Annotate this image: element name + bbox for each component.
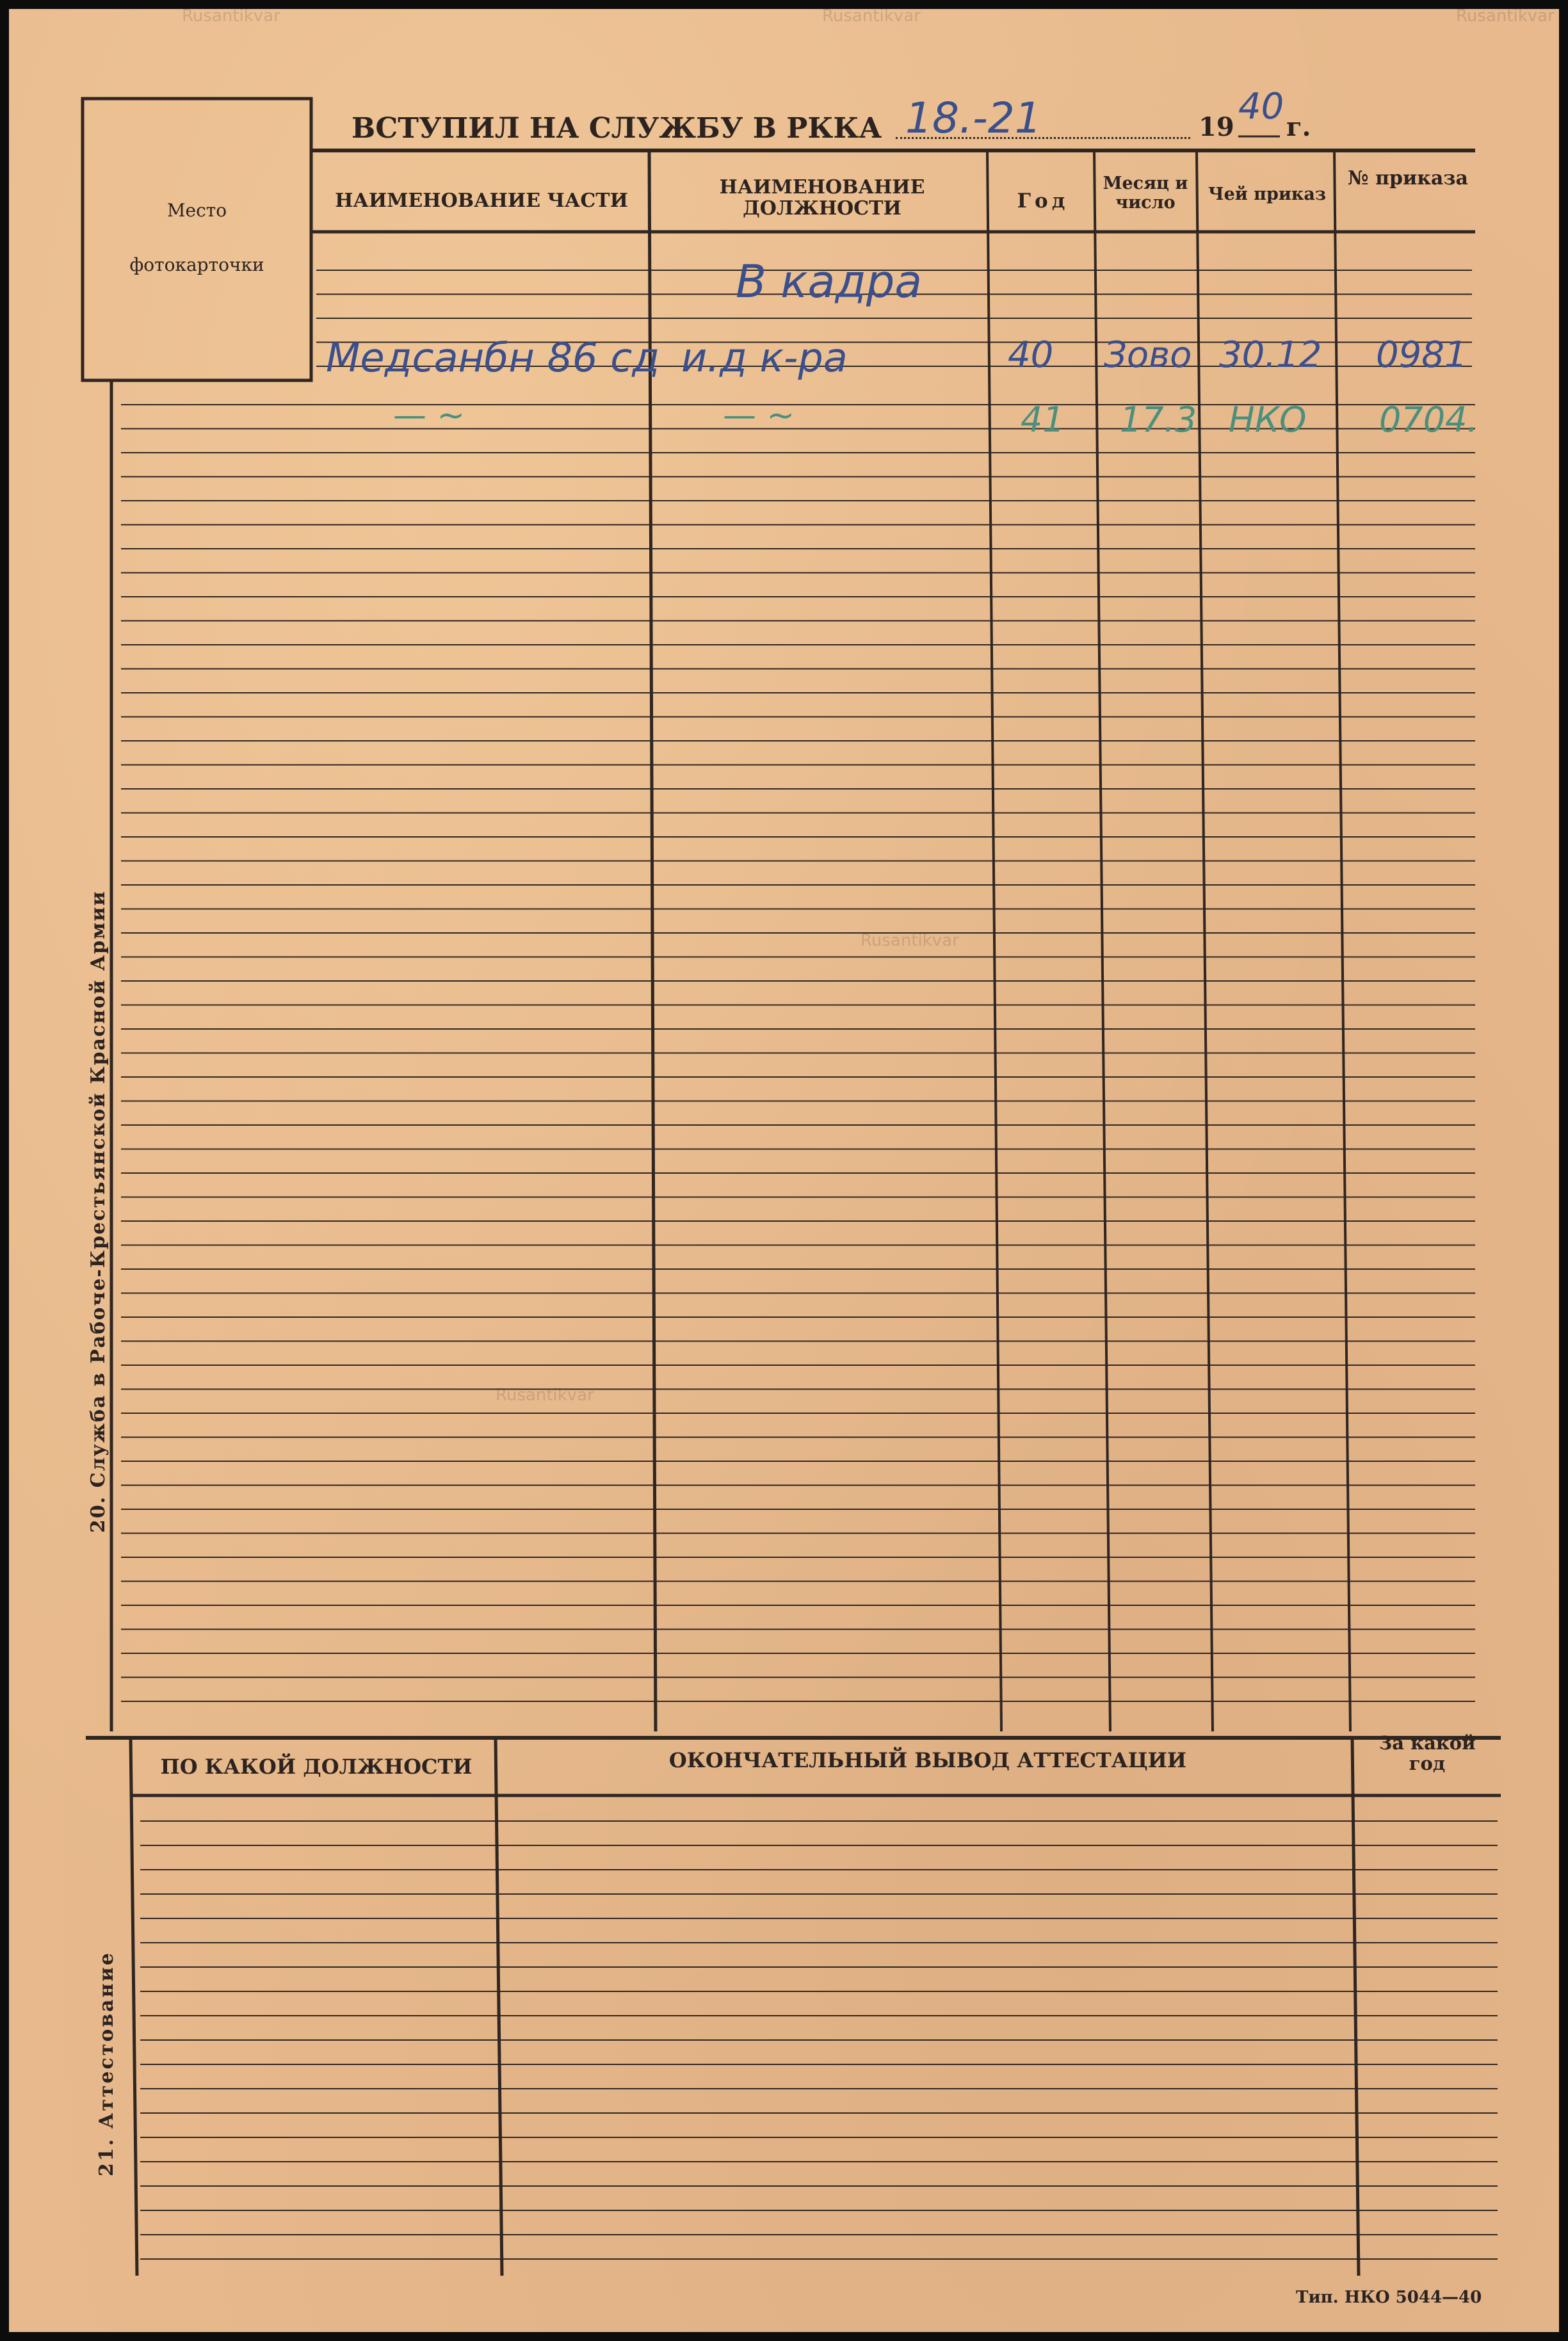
att-header-position: ПО КАКОЙ ДОЛЖНОСТИ [160,1754,473,1779]
row2-month-day: Зово [1104,334,1192,376]
header-position: НАИМЕНОВАНИЕ ДОЛЖНОСТИ [719,176,925,220]
row2-whose-order: 30.12 [1219,334,1322,376]
header-order-no: № приказа [1348,167,1468,190]
row3-unit: — ~ [393,396,465,435]
row2-order-no: 0981 [1376,334,1467,376]
row2-year: 40 [1008,334,1054,376]
print-info: Тип. НКО 5044—40 [1296,2288,1482,2307]
header-whose-order: Чей приказ [1208,184,1327,204]
row1-position: В кадра [736,255,923,308]
row3-year: 41 [1021,400,1065,440]
enlist-date: 18.-21 [905,93,1042,143]
section-20-label: 20. Служба в Рабоче-Крестьянской Красной Армии [87,890,109,1533]
header-unit: НАИМЕНОВАНИЕ ЧАСТИ [335,190,628,212]
row2-position: и.д к-ра [681,334,848,381]
row3-order-no: 0704. [1379,400,1478,440]
att-header-conclusion: ОКОНЧАТЕЛЬНЫЙ ВЫВОД АТТЕСТАЦИИ [668,1748,1187,1772]
section-21-label: 21. Аттестование [95,1951,118,2176]
photo-label-2: фотокарточки [129,254,264,275]
form-title: ВСТУПИЛ НА СЛУЖБУ В РККА [352,112,882,145]
row2-unit: Медсанбн 86 сд [326,334,660,381]
att-header-year: За какой год [1378,1732,1476,1774]
form-sheet: Rusantikvar Rusantikvar Rusantikvar Rusantikvar Rusantikvar Место фотокарточки ВСТУПИЛ НА СЛУЖБУ В РККА 18.-21 19 40 г. НАИМЕНОВАНИЕ ЧАСТИ НАИМЕНОВАНИЕ ДОЛЖНОСТИ Год Месяц и число Чей приказ № приказа 20. Служба в Рабоче-Крестьянской Красной Армии В кадра Медсанбн 86 сд и.д к-ра 40 Зово 30.12 0981 — ~ — ~ 41 17.3 НКО 0704. ПО КАКОЙ ДОЛЖНОСТИ ОКОНЧАТЕЛЬНЫЙ ВЫВОД АТТЕСТАЦИИ За какой год 21. Аттестование Тип. НКО 5044—40 [9,9,1559,2332]
row3-month-day: 17.3 [1120,400,1197,440]
row3-position: — ~ [723,396,795,435]
year-end: г. [1286,112,1311,142]
header-year: Год [1017,190,1069,213]
year-prefix: 19 [1199,112,1234,142]
enlist-year: 40 [1238,86,1284,127]
photo-label-1: Место [166,200,227,221]
header-month-day: Месяц и число [1103,174,1188,213]
row3-whose-order: НКО [1229,400,1307,440]
